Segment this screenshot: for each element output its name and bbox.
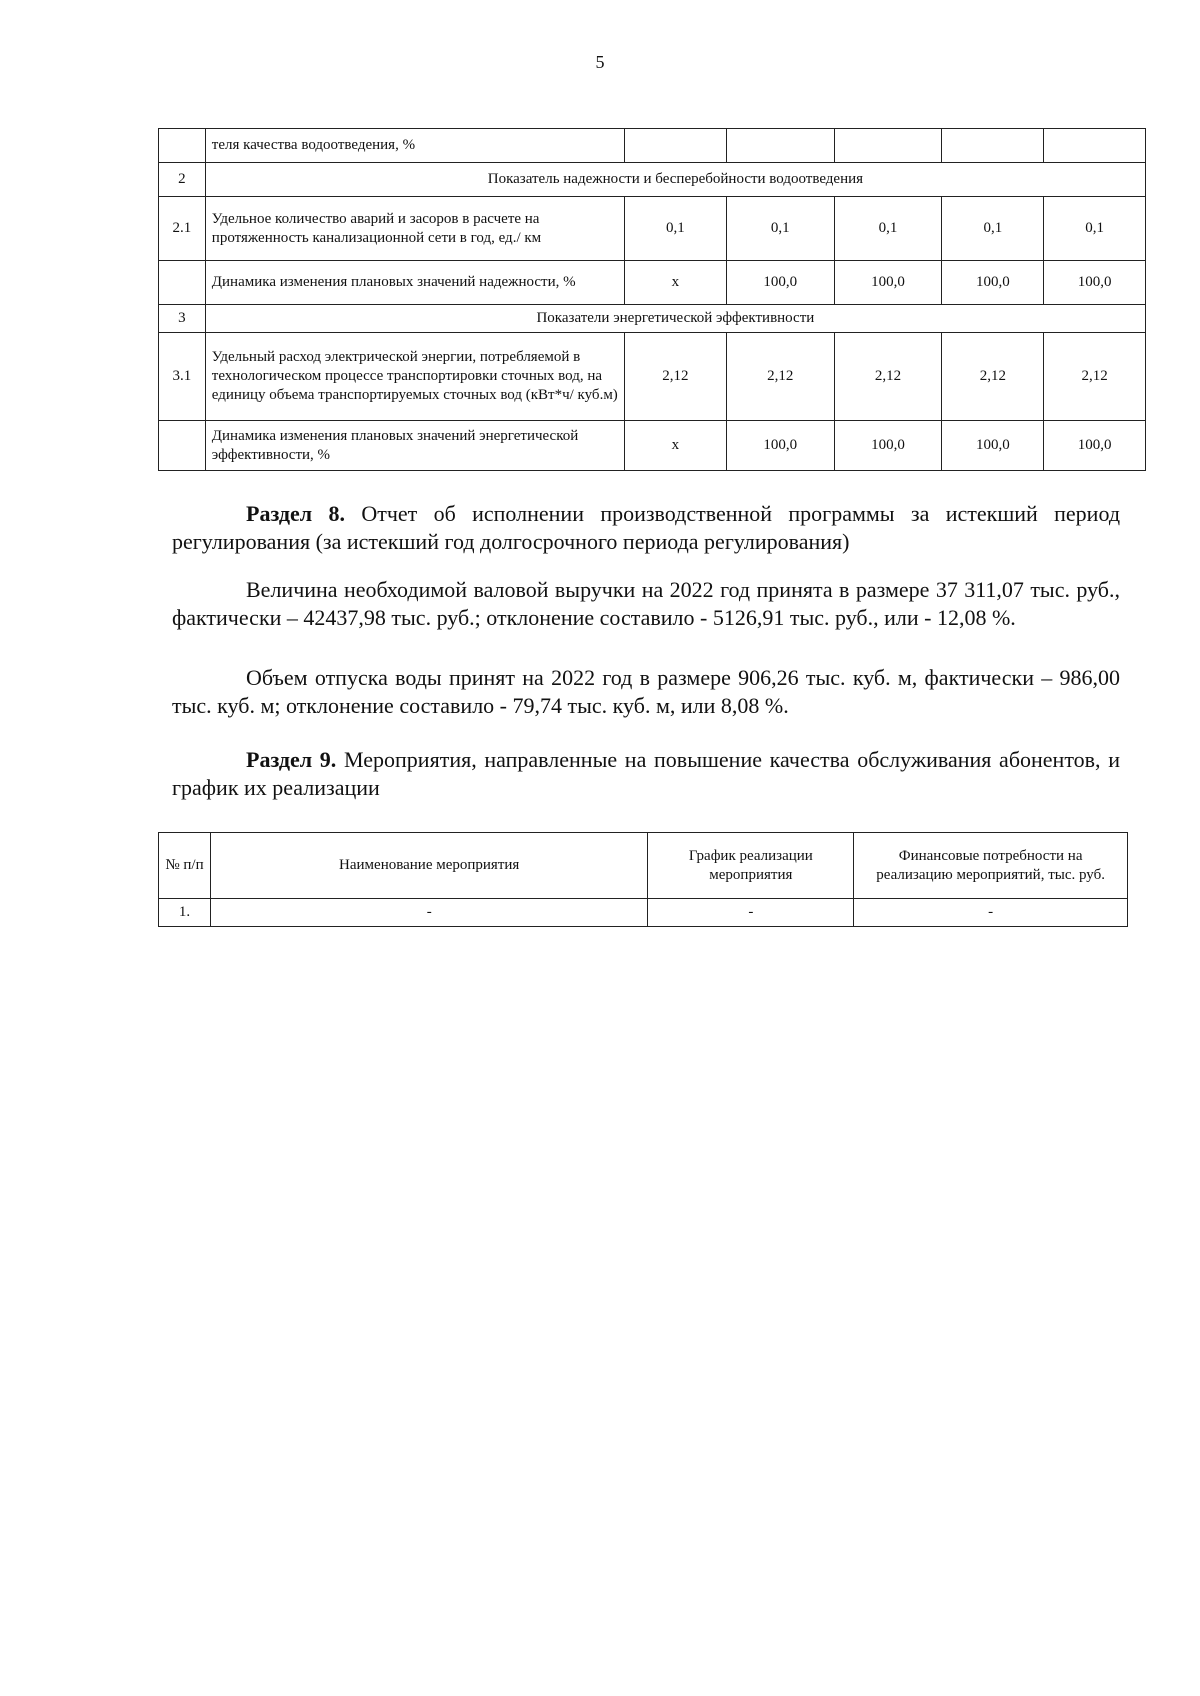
indicator-value: 100,0 <box>1044 261 1146 305</box>
indicator-value: х <box>625 421 727 471</box>
table-row <box>159 333 1146 421</box>
section8-label: Раздел 8. <box>246 501 345 526</box>
indicators-table <box>158 128 1146 471</box>
row-number: 2 <box>159 163 206 197</box>
indicator-value: 100,0 <box>942 421 1044 471</box>
column-header-schedule: График реализации мероприятия <box>648 833 854 899</box>
indicator-value: 0,1 <box>726 197 834 261</box>
indicator-value: 100,0 <box>726 421 834 471</box>
section9-title: Мероприятия, направленные на повышение качества обслуживания абонентов, и график их реализации <box>172 747 1120 800</box>
indicator-value: 0,1 <box>1044 197 1146 261</box>
row-number: 3 <box>159 305 206 333</box>
section9-heading <box>172 746 1120 802</box>
column-header-number: № п/п <box>159 833 211 899</box>
indicator-value: 2,12 <box>834 333 942 421</box>
table-row <box>159 421 1146 471</box>
events-table <box>158 832 1128 927</box>
section8-heading <box>172 500 1120 556</box>
indicator-name: Удельный расход электрической энергии, потребляемой в технологическом процессе транспортировки сточных вод, на единицу объема транспортируемых сточных вод (кВт*ч/ куб.м) <box>205 333 624 421</box>
indicator-name: теля качества водоотведения, % <box>205 129 624 163</box>
column-header-name: Наименование мероприятия <box>210 833 647 899</box>
page-number: 5 <box>595 52 605 72</box>
row-number <box>159 129 206 163</box>
indicator-value: 100,0 <box>726 261 834 305</box>
indicator-value <box>726 129 834 163</box>
table-row <box>159 197 1146 261</box>
indicator-value: 100,0 <box>1044 421 1146 471</box>
event-financing: - <box>854 899 1128 927</box>
event-name: - <box>210 899 647 927</box>
table-header-row <box>159 833 1128 899</box>
section9-label: Раздел 9. <box>246 747 337 772</box>
indicator-value: 2,12 <box>726 333 834 421</box>
table-row <box>159 899 1128 927</box>
section8-title: Отчет об исполнении производственной программы за истекший период регулирования (за истекший год долгосрочного периода регулирования) <box>172 501 1121 554</box>
indicator-value: 0,1 <box>834 197 942 261</box>
indicator-value: 2,12 <box>1044 333 1146 421</box>
indicator-value: 2,12 <box>942 333 1044 421</box>
indicator-value <box>1044 129 1146 163</box>
event-number: 1. <box>159 899 211 927</box>
section-title: Показатели энергетической эффективности <box>205 305 1145 333</box>
indicator-value: 0,1 <box>942 197 1044 261</box>
indicator-value <box>834 129 942 163</box>
indicator-value: 100,0 <box>942 261 1044 305</box>
row-number: 2.1 <box>159 197 206 261</box>
indicator-name: Динамика изменения плановых значений энергетической эффективности, % <box>205 421 624 471</box>
row-number <box>159 261 206 305</box>
row-number <box>159 421 206 471</box>
indicator-value <box>942 129 1044 163</box>
indicator-name: Динамика изменения плановых значений надежности, % <box>205 261 624 305</box>
column-header-financing: Финансовые потребности на реализацию мероприятий, тыс. руб. <box>854 833 1128 899</box>
indicator-value <box>625 129 727 163</box>
indicator-value: х <box>625 261 727 305</box>
event-schedule: - <box>648 899 854 927</box>
section8-paragraph-2: Объем отпуска воды принят на 2022 год в размере 906,26 тыс. куб. м, фактически – 986,00 тыс. куб. м; отклонение составило - 79,74 тыс. куб. м, или 8,08 %. <box>172 665 1120 718</box>
indicator-value: 2,12 <box>625 333 727 421</box>
table-row <box>159 129 1146 163</box>
table-row <box>159 163 1146 197</box>
table-row <box>159 305 1146 333</box>
indicator-value: 100,0 <box>834 421 942 471</box>
section8-paragraph-1: Величина необходимой валовой выручки на 2022 год принята в размере 37 311,07 тыс. руб., фактически – 42437,98 тыс. руб.; отклонение составило - 5126,91 тыс. руб., или - 12,08 %. <box>172 577 1120 630</box>
indicator-value: 0,1 <box>625 197 727 261</box>
row-number: 3.1 <box>159 333 206 421</box>
indicator-value: 100,0 <box>834 261 942 305</box>
table-row <box>159 261 1146 305</box>
indicator-name: Удельное количество аварий и засоров в расчете на протяженность канализационной сети в год, ед./ км <box>205 197 624 261</box>
section-title: Показатель надежности и бесперебойности водоотведения <box>205 163 1145 197</box>
